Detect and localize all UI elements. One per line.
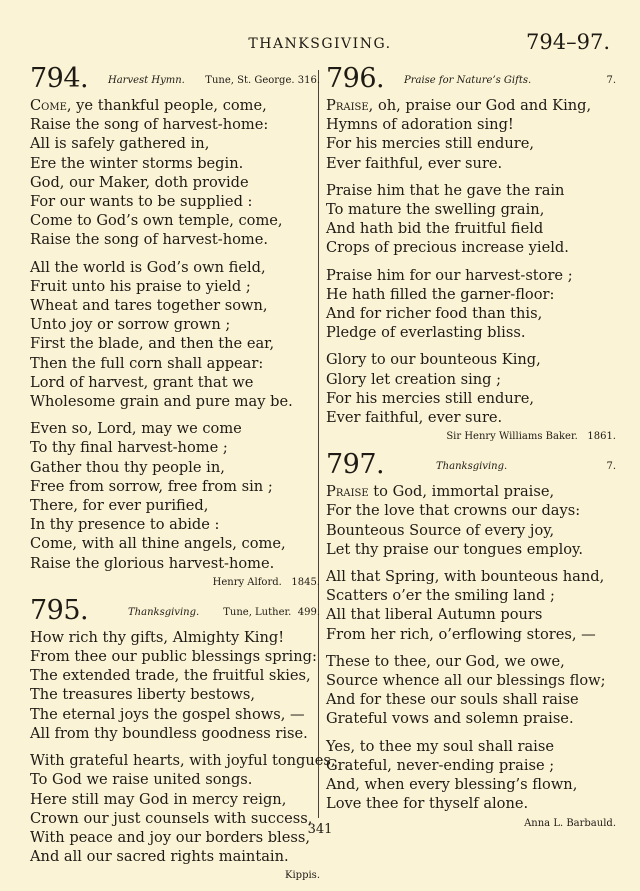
tune-name: Tune, Luther. — [223, 606, 292, 618]
verse — [30, 628, 320, 743]
verse-line: Let thy praise our tongues employ. — [326, 540, 584, 558]
verse-line: From her rich, o’erflowing stores, — — [326, 625, 596, 643]
verse-line: For our wants to be supplied : — [30, 193, 253, 211]
hymn-tune — [205, 75, 320, 86]
verse-line: For the love that crowns our days: — [326, 502, 581, 520]
author: Sir Henry Williams Baker. — [446, 431, 578, 443]
tune-name: Tune, St. George. — [205, 75, 295, 86]
hymn-title: Harvest Hymn. — [108, 75, 185, 86]
verse-line: All is safely gathered in, — [30, 135, 210, 153]
first-word: Praise, — [326, 97, 374, 114]
hymn-number: 795. — [30, 594, 89, 626]
verse-line: Free from sorrow, free from sin ; — [30, 477, 273, 495]
verse-line: And for richer food than this, — [326, 305, 543, 323]
verse-line: Gather thou thy people in, — [30, 458, 225, 476]
verse-line: To God we raise united songs. — [30, 771, 253, 789]
verse-line: Ere the winter storms begin. — [30, 154, 244, 172]
verse — [30, 258, 320, 412]
author: Kippis. — [285, 870, 320, 882]
verse-line: Glory to our bounteous King, — [326, 351, 541, 369]
page-range: 794–97. — [526, 30, 610, 54]
verse-line: Crown our just counsels with success, — [30, 809, 313, 827]
verse-line: Come, with all thine angels, come, — [30, 535, 286, 553]
verse-line: For his mercies still endure, — [326, 389, 535, 407]
verse-line: The eternal joys the gospel shows, — — [30, 705, 305, 723]
verse-line: Unto joy or sorrow grown ; — [30, 316, 231, 334]
verse-line: All from thy boundless goodness rise. — [30, 724, 308, 742]
verse — [326, 567, 616, 644]
verse-line: And, when every blessing’s flown, — [326, 776, 578, 794]
verse-line: Come, ye thankful people, come, — [30, 97, 267, 114]
verse-line: Praise him for our harvest-store ; — [326, 266, 573, 284]
verse-line: Fruit unto his praise to yield ; — [30, 277, 251, 295]
verse — [326, 96, 616, 173]
hymn-meter: 7. — [606, 461, 616, 473]
verse-line: Ever faithful, ever sure. — [326, 409, 503, 427]
verse-line: All the world is God’s own field, — [30, 258, 266, 276]
verse-line: With grateful hearts, with joyful tongues, — [30, 752, 336, 770]
verse-line: The extended trade, the fruitful skies, — [30, 667, 311, 685]
year: 1861. — [587, 431, 616, 443]
verse-line: Praise him that he gave the rain — [326, 181, 565, 199]
hymn-attribution — [30, 870, 320, 881]
verse-line: Then the full corn shall appear: — [30, 354, 264, 372]
verse-line: For his mercies still endure, — [326, 135, 535, 153]
verse-line: In thy presence to abide : — [30, 516, 220, 534]
hymn-tune — [223, 607, 320, 618]
verse-line: And hath bid the fruitful field — [326, 220, 544, 238]
verse — [30, 96, 320, 250]
hymn-header — [326, 63, 616, 96]
verse — [326, 266, 616, 343]
hymn-attribution — [30, 577, 320, 588]
verse-line: Scatters o’er the smiling land ; — [326, 587, 555, 605]
first-word: Praise — [326, 483, 369, 501]
tune-meter: 499. — [297, 606, 320, 618]
verse-line: To thy final harvest-home ; — [30, 439, 228, 457]
verse-line: There, for ever purified, — [30, 497, 209, 515]
verse-line: All that liberal Autumn pours — [326, 606, 543, 624]
author: Anna L. Barbauld. — [524, 817, 616, 829]
right-column — [326, 63, 616, 839]
verse-line: And for these our souls shall raise — [326, 691, 579, 709]
verse-line: Raise the glorious harvest-home. — [30, 554, 275, 572]
verse-line: Here still may God in mercy reign, — [30, 790, 287, 808]
hymn-795 — [30, 594, 336, 882]
hymn-title: Thanksgiving. — [436, 461, 508, 473]
hymn-header — [30, 594, 320, 628]
verse-line: Wheat and tares together sown, — [30, 297, 268, 315]
hymn-attribution — [326, 431, 616, 442]
verse-line: From thee our public blessings spring: — [30, 648, 317, 666]
verse-line: Grateful vows and solemn praise. — [326, 710, 574, 728]
page-number: 341 — [307, 822, 333, 837]
verse — [30, 419, 320, 573]
year: 1845. — [291, 576, 320, 588]
verse-line: Come to God’s own temple, come, — [30, 212, 283, 230]
verse-line: Love thee for thyself alone. — [326, 795, 529, 813]
verse-line: Grateful, never-ending praise ; — [326, 756, 555, 774]
verse — [326, 181, 616, 258]
hymn-number: 796. — [326, 63, 385, 94]
hymn-796 — [326, 63, 616, 443]
hymn-header — [326, 449, 616, 482]
hymn-meter: 7. — [606, 75, 616, 86]
verse-line: God, our Maker, doth provide — [30, 173, 249, 191]
verse-line: Pledge of everlasting bliss. — [326, 324, 526, 342]
verse — [326, 652, 616, 729]
first-word: Come, — [30, 97, 72, 114]
hymn-number: 794. — [30, 63, 89, 94]
hymn-title: Thanksgiving. — [128, 606, 200, 618]
verse-line: Hymns of adoration sing! — [326, 116, 514, 134]
author: Henry Alford. — [212, 576, 282, 588]
left-column — [30, 63, 336, 891]
verse-line: To mature the swelling grain, — [326, 201, 545, 219]
verse-line: Source whence all our blessings flow; — [326, 672, 606, 690]
verse-line: First the blade, and then the ear, — [30, 335, 275, 353]
verse — [30, 751, 336, 866]
verse-line: Wholesome grain and pure may be. — [30, 393, 293, 411]
verse-line: And all our sacred rights maintain. — [30, 848, 289, 866]
verse-line: Yes, to thee my soul shall raise — [326, 737, 554, 755]
tune-meter: 316. — [297, 75, 320, 86]
verse-line: Praise to God, immortal praise, — [326, 483, 555, 501]
verse-line: All that Spring, with bounteous hand, — [326, 568, 605, 586]
verse — [326, 737, 616, 814]
verse-line: Even so, Lord, may we come — [30, 420, 242, 438]
hymn-797 — [326, 449, 616, 829]
verse-line: With peace and joy our borders bless, — [30, 828, 310, 846]
verse — [326, 350, 616, 427]
hymn-header — [30, 63, 320, 96]
verse-line: Raise the song of harvest-home: — [30, 116, 269, 134]
verse-line: Glory let creation sing ; — [326, 370, 502, 388]
running-title: THANKSGIVING. — [248, 36, 392, 52]
verse-line: These to thee, our God, we owe, — [326, 652, 565, 670]
verse-line: Raise the song of harvest-home. — [30, 231, 269, 249]
verse-line: The treasures liberty bestows, — [30, 686, 255, 704]
hymn-794 — [30, 63, 320, 588]
verse-line: Bounteous Source of every joy, — [326, 521, 555, 539]
verse-line: Crops of precious increase yield. — [326, 239, 569, 257]
hymn-number: 797. — [326, 449, 385, 481]
verse-line: Lord of harvest, grant that we — [30, 373, 254, 391]
hymn-title: Praise for Nature’s Gifts. — [404, 75, 532, 86]
verse-line: He hath filled the garner-floor: — [326, 285, 555, 303]
verse-line: Praise, oh, praise our God and King, — [326, 97, 592, 114]
verse-line: Ever faithful, ever sure. — [326, 154, 503, 172]
verse — [326, 482, 616, 559]
verse-line: How rich thy gifts, Almighty King! — [30, 628, 285, 646]
